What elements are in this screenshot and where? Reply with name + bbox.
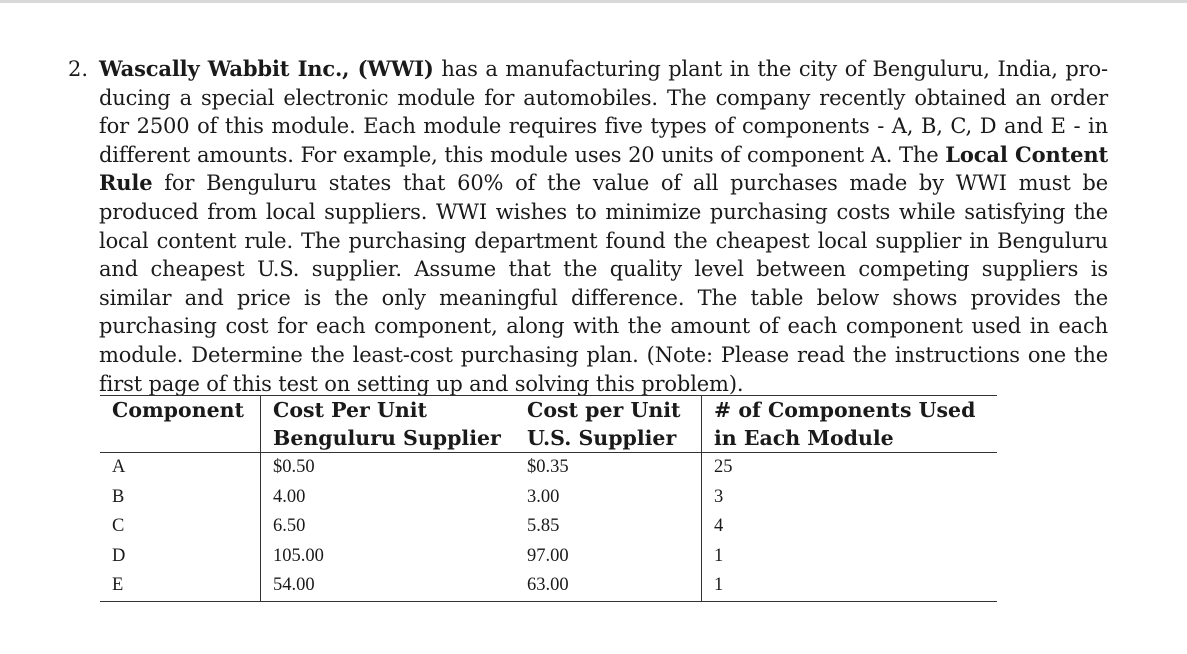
table-row <box>100 571 997 601</box>
table-row <box>100 453 997 483</box>
cell-cost-benguluru: 4.00 <box>273 486 306 507</box>
header-components-used-line1: # of Components Used <box>702 396 998 425</box>
cost-table <box>100 395 997 602</box>
cell-cost-us: 97.00 <box>511 542 702 572</box>
table-header-row-2 <box>100 424 997 453</box>
table-header-row-1 <box>100 396 997 425</box>
header-cost-benguluru-line1: Cost Per Unit <box>261 396 512 425</box>
problem-statement <box>68 55 1108 398</box>
cell-cost-us: 3.00 <box>511 483 702 513</box>
problem-text-part-1: has a manufacturing plant in the city of Benguluru, India, pro-ducing a special electronic module for automobiles. The company recently obtained an order for 2500 of this module. Each module requires five types of components - A, B, C, D and E - in different amounts. For example, this module uses 20 units of component A. The <box>99 57 1108 167</box>
cell-cost-benguluru: 105.00 <box>273 545 324 566</box>
header-component-line2 <box>100 424 261 453</box>
cell-cost-benguluru: $0.50 <box>273 457 315 477</box>
cell-component: A <box>100 453 261 483</box>
header-cost-us-line1: Cost per Unit <box>511 396 702 425</box>
component-cost-table <box>100 395 997 602</box>
table-row <box>100 542 997 572</box>
cell-components-used: 1 <box>714 545 724 566</box>
cell-cost-benguluru: 6.50 <box>273 516 306 536</box>
cell-component: E <box>100 571 261 601</box>
cell-cost-us: $0.35 <box>511 453 702 483</box>
cell-cost-benguluru: 54.00 <box>261 571 512 601</box>
top-divider <box>0 0 1187 3</box>
problem-number: 2. <box>68 57 89 81</box>
local-content-rule-term: Local Content Rule <box>99 141 1108 196</box>
company-name: Wascally Wabbit Inc., (WWI) <box>99 56 434 81</box>
header-cost-us-line2: U.S. Supplier <box>511 424 702 453</box>
cell-components-used: 1 <box>702 571 998 601</box>
cell-cost-us: 63.00 <box>511 571 702 601</box>
header-cost-benguluru-line2: Benguluru Supplier <box>261 424 512 453</box>
problem-text <box>99 55 1108 398</box>
header-components-used-line2: in Each Module <box>702 424 998 453</box>
cell-components-used: 4 <box>714 516 724 536</box>
table-row <box>100 483 997 513</box>
cell-cost-us: 5.85 <box>511 512 702 542</box>
cell-components-used: 3 <box>714 486 724 507</box>
header-component: Component <box>100 396 261 425</box>
cell-component: D <box>100 542 261 572</box>
table-row <box>100 512 997 542</box>
cell-components-used: 25 <box>714 457 733 477</box>
cell-component: C <box>100 512 261 542</box>
problem-text-part-3: for Benguluru states that 60% of the value of all purchases made by WWI must be produced from local suppliers. WWI wishes to minimize purchasing costs while satisfying the local content rule. The purchasing department found the cheapest local supplier in Benguluru and cheapest U.S. supplier. Assume that the quality level between competing suppliers is similar and price is the only meaningful difference. The table below shows provides the purchasing cost for each component, along with the amount of each component used in each module. Determine the least-cost purchasing plan. (Note: Please read the instructions one the first page of this test on setting up and solving this problem). <box>99 171 1108 396</box>
cell-component: B <box>100 483 261 513</box>
